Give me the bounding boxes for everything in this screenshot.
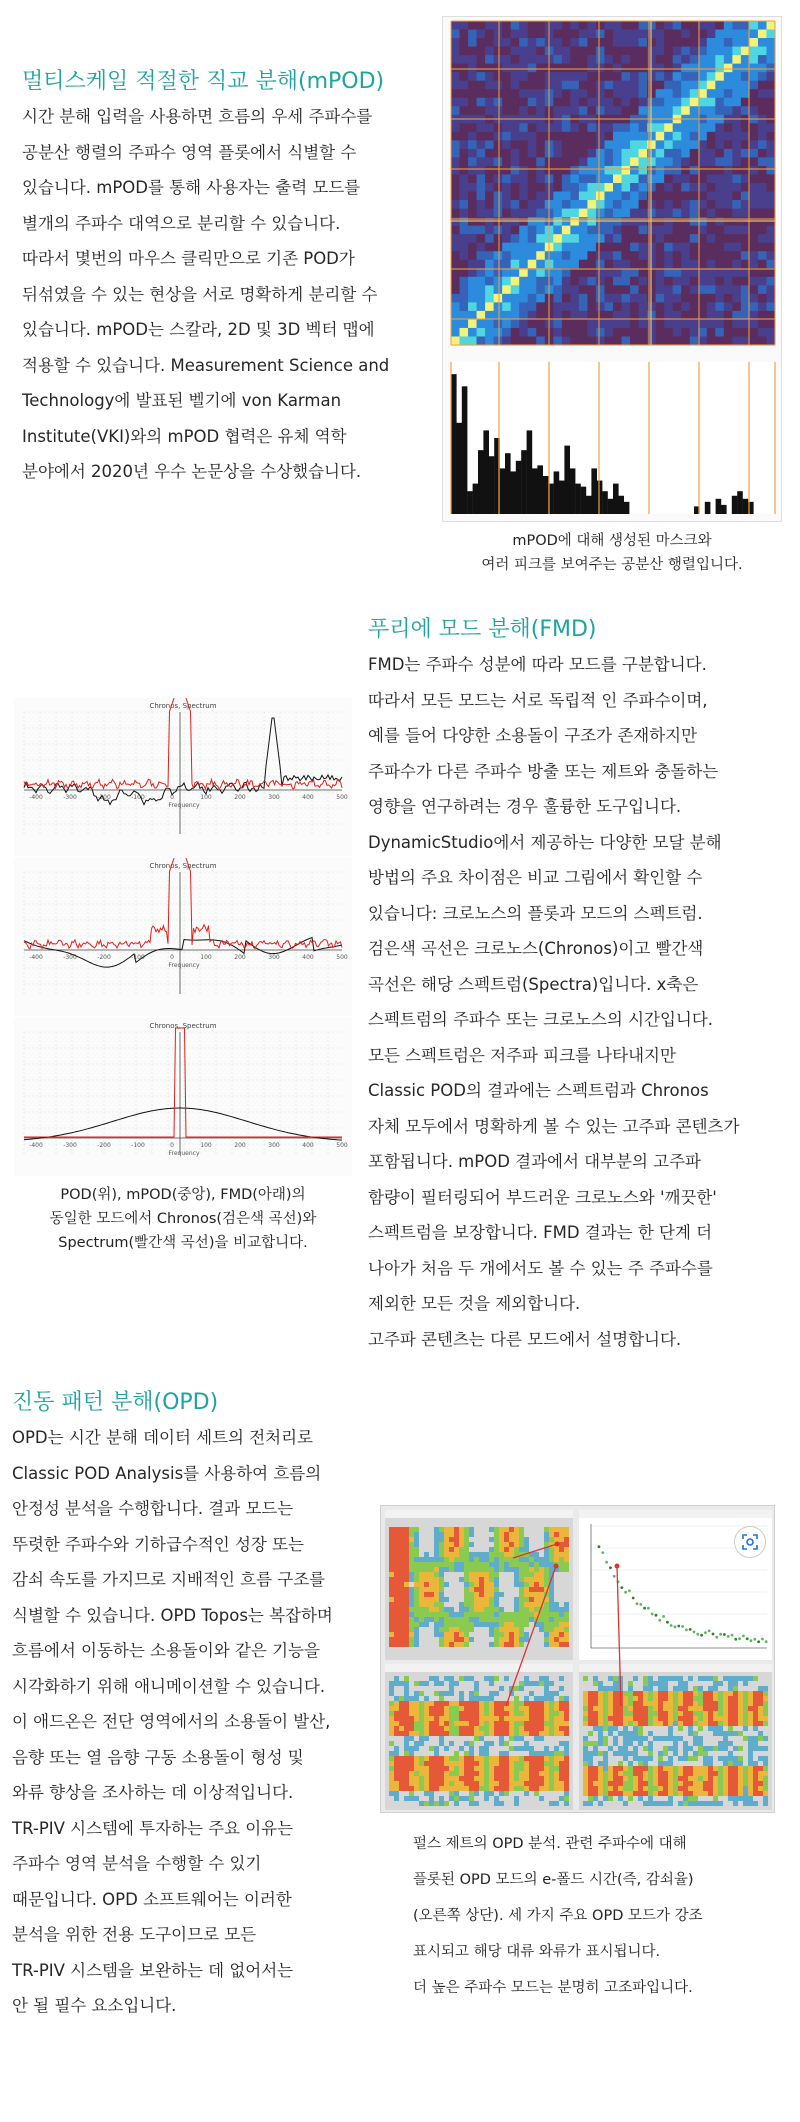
x-tick-label: 400 (302, 1142, 314, 1149)
x-tick-label: 500 (336, 954, 348, 961)
paragraph-line: Technology에 발표된 벨기에 von Karman (22, 391, 342, 410)
opd-paragraph (12, 1420, 333, 2024)
spectrum-curve (24, 1028, 342, 1137)
caption-line: mPOD에 대해 생성된 마스크와 (512, 533, 712, 549)
spectrum-curve (24, 858, 342, 949)
x-tick-label: -300 (63, 1142, 77, 1149)
x-axis-label: Frequency (168, 962, 200, 969)
paragraph-line: 분야에서 2020년 우수 논문상을 수상했습니다. (22, 462, 362, 481)
paragraph-line: 음향 또는 열 음향 구동 소용돌이 형성 및 (12, 1747, 304, 1767)
paragraph-line: 방법의 주요 차이점은 비교 그림에서 확인할 수 (368, 868, 703, 887)
paragraph-line: 스펙트럼의 주파수 또는 크로노스의 시간입니다. (368, 1010, 714, 1029)
paragraph-line: TR-PIV 시스템에 투자하는 주요 이유는 (12, 1818, 294, 1838)
paragraph-line: Classic POD의 결과에는 스펙트럼과 Chronos (368, 1081, 709, 1100)
paragraph-line: 곡선은 해당 스펙트럼(Spectra)입니다. x축은 (368, 974, 699, 994)
covariance-matrix-image (443, 17, 783, 523)
chart-grid (24, 872, 342, 994)
chronos-curve (24, 718, 342, 805)
opd-mode-panel-top-left (385, 1510, 573, 1660)
chart-title: Chronos, Spectrum (149, 862, 217, 870)
fmd-caption (14, 1183, 352, 1255)
opd-title: 진동 패턴 분해(OPD) (12, 1390, 219, 1415)
paragraph-line: OPD는 시간 분해 데이터 세트의 전처리로 (12, 1428, 313, 1447)
fmd-title: 푸리에 모드 분해(FMD) (368, 617, 597, 642)
x-tick-label: 0 (170, 954, 174, 961)
x-tick-label: -100 (131, 794, 145, 801)
opd-caption (380, 1826, 775, 2006)
x-tick-label: 500 (336, 1142, 348, 1149)
x-axis-label: Frequency (168, 1150, 200, 1157)
x-tick-label: 0 (170, 794, 174, 801)
chart-panel-fmd (14, 1018, 352, 1176)
chart-panel-pod (14, 698, 352, 856)
paragraph-line: 별개의 주파수 대역으로 분리할 수 있습니다. (22, 213, 341, 233)
opd-mode-panel-bottom-right (579, 1664, 772, 1810)
frequency-spectrum-bars (451, 362, 775, 514)
mpod-caption (442, 529, 782, 577)
opd-mode-panel-bottom-left (385, 1664, 573, 1810)
paragraph-line: 나아가 처음 두 개에서도 볼 수 있는 주 주파수를 (368, 1258, 713, 1278)
paragraph-line: 함량이 필터링되어 부드러운 크로노스와 '깨끗한' (368, 1187, 717, 1207)
x-tick-label: -100 (131, 954, 145, 961)
paragraph-line: 적용할 수 있습니다. Measurement Science and (22, 355, 390, 375)
paragraph-line: 이 애드온은 전단 영역에서의 소용돌이 발산, (12, 1712, 331, 1731)
chart-title: Chronos, Spectrum (149, 1022, 217, 1030)
paragraph-line: 안정성 분석을 수행합니다. 결과 모드는 (12, 1499, 294, 1518)
paragraph-line: 따라서 몇번의 마우스 클릭만으로 기존 POD가 (22, 249, 355, 268)
x-tick-label: -100 (131, 1142, 145, 1149)
caption-line: 플롯된 OPD 모드의 e-폴드 시간(즉, 감쇠율) (413, 1872, 694, 1888)
caption-line: Spectrum(빨간색 곡선)을 비교합니다. (58, 1235, 308, 1251)
paragraph-line: 있습니다. mPOD는 스칼라, 2D 및 3D 벡터 맵에 (22, 320, 375, 339)
x-tick-label: 500 (336, 794, 348, 801)
paragraph-line: 있습니다. mPOD를 통해 사용자는 출력 모드를 (22, 178, 361, 197)
paragraph-line: 예를 들어 다양한 소용돌이 구조가 존재하지만 (368, 726, 698, 745)
x-tick-label: 200 (234, 1142, 246, 1149)
paragraph-line: Institute(VKI)와의 mPOD 협력은 유체 역학 (22, 426, 347, 446)
opd-screenshot-image (381, 1506, 776, 1814)
chart-title: Chronos, Spectrum (149, 702, 217, 710)
paragraph-line: Classic POD Analysis를 사용하여 흐름의 (12, 1463, 322, 1483)
fmd-paragraph (368, 647, 739, 1357)
caption-line: (오른쪽 상단). 세 가지 주요 OPD 모드가 강조 (413, 1908, 703, 1924)
paragraph-line: 때문입니다. OPD 소프트웨어는 이러한 (12, 1889, 292, 1909)
x-tick-label: 100 (200, 954, 212, 961)
caption-line: 동일한 모드에서 Chronos(검은색 곡선)와 (49, 1211, 317, 1227)
x-tick-label: 0 (170, 1142, 174, 1149)
paragraph-line: 안 될 필수 요소입니다. (12, 1996, 177, 2015)
paragraph-line: 흐름에서 이동하는 소용돌이와 같은 기능을 (12, 1641, 320, 1660)
paragraph-line: 있습니다: 크로노스의 플롯과 모드의 스펙트럼. (368, 903, 703, 923)
caption-line: 펄스 제트의 OPD 분석. 관련 주파수에 대해 (413, 1836, 687, 1852)
paragraph-line: 포함됩니다. mPOD 결과에서 대부분의 고주파 (368, 1152, 701, 1171)
chart-grid (24, 1032, 342, 1154)
chronos-curve (24, 1108, 342, 1140)
x-tick-label: -400 (29, 954, 43, 961)
paragraph-line: TR-PIV 시스템을 보완하는 데 없어서는 (12, 1960, 294, 1980)
paragraph-line: 고주파 콘텐츠는 다른 모드에서 설명합니다. (368, 1329, 682, 1349)
x-tick-label: -200 (97, 1142, 111, 1149)
paragraph-line: 영향을 연구하려는 경우 훌륭한 도구입니다. (368, 797, 682, 816)
paragraph-line: 감쇠 속도를 가지므로 지배적인 흐름 구조를 (12, 1570, 326, 1589)
x-axis-label: Frequency (168, 802, 200, 809)
paragraph-line: 제외한 모든 것을 제외합니다. (368, 1294, 581, 1313)
x-tick-label: 200 (234, 954, 246, 961)
mpod-covariance-figure (442, 16, 782, 522)
x-tick-label: -200 (97, 794, 111, 801)
x-tick-label: -400 (29, 1142, 43, 1149)
caption-line: 더 높은 주파수 모드는 분명히 고조파입니다. (413, 1980, 693, 1996)
paragraph-line: 뒤섞였을 수 있는 현상을 서로 명확하게 분리할 수 (22, 284, 378, 304)
x-tick-label: 400 (302, 794, 314, 801)
x-tick-label: -300 (63, 794, 77, 801)
x-tick-label: 300 (268, 794, 280, 801)
caption-line: 표시되고 해당 대류 와류가 표시됩니다. (413, 1944, 661, 1960)
x-tick-label: 400 (302, 954, 314, 961)
x-tick-label: 100 (200, 1142, 212, 1149)
x-tick-label: -400 (29, 794, 43, 801)
x-tick-label: -200 (97, 954, 111, 961)
paragraph-line: 주파수가 다른 주파수 방출 또는 제트와 충돌하는 (368, 761, 719, 781)
lens-icon[interactable] (734, 1526, 766, 1558)
paragraph-line: 모든 스펙트럼은 저주파 피크를 나타내지만 (368, 1045, 676, 1065)
x-tick-label: 300 (268, 954, 280, 961)
covariance-heatmap (451, 21, 775, 345)
x-tick-label: 200 (234, 794, 246, 801)
mpod-title: 멀티스케일 적절한 직교 분해(mPOD) (22, 69, 385, 94)
paragraph-line: 공분산 행렬의 주파수 영역 플롯에서 식별할 수 (22, 142, 357, 162)
paragraph-line: 따라서 모든 모드는 서로 독립적 인 주파수이며, (368, 690, 708, 710)
chart-panel-mpod (14, 858, 352, 1016)
paragraph-line: 검은색 곡선은 크로노스(Chronos)이고 빨간색 (368, 939, 704, 958)
x-tick-label: 300 (268, 1142, 280, 1149)
caption-line: 여러 피크를 보여주는 공분산 행렬입니다. (481, 557, 743, 573)
paragraph-line: 와류 향상을 조사하는 데 이상적입니다. (12, 1783, 294, 1802)
caption-line: POD(위), mPOD(중앙), FMD(아래)의 (60, 1187, 306, 1203)
paragraph-line: DynamicStudio에서 제공하는 다양한 모달 분해 (368, 832, 722, 852)
paragraph-line: 분석을 위한 전용 도구이므로 모든 (12, 1925, 257, 1944)
chart-grid (24, 712, 342, 834)
paragraph-line: 자체 모두에서 명확하게 볼 수 있는 고주파 콘텐츠가 (368, 1116, 740, 1136)
paragraph-line: 스펙트럼을 보장합니다. FMD 결과는 한 단계 더 (368, 1223, 713, 1242)
x-tick-label: -300 (63, 954, 77, 961)
mpod-paragraph (22, 99, 389, 490)
x-tick-label: 100 (200, 794, 212, 801)
paragraph-line: FMD는 주파수 성분에 따라 모드를 구분합니다. (368, 655, 707, 674)
opd-analysis-figure (380, 1505, 775, 1813)
paragraph-line: 주파수 영역 분석을 수행할 수 있기 (12, 1854, 262, 1873)
paragraph-line: 뚜렷한 주파수와 기하급수적인 성장 또는 (12, 1534, 304, 1554)
paragraph-line: 식별할 수 있습니다. OPD Topos는 복잡하며 (12, 1605, 333, 1625)
paragraph-line: 시각화하기 위해 애니메이션할 수 있습니다. (12, 1676, 326, 1696)
paragraph-line: 시간 분해 입력을 사용하면 흐름의 우세 주파수를 (22, 107, 373, 126)
